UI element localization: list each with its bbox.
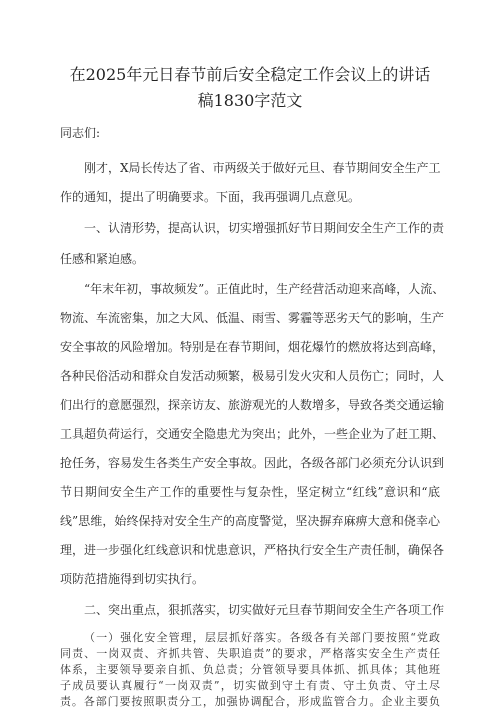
- paragraph-line: 节日期间安全生产工作的重要性与复杂性，坚定树立“红线”意识和“底: [60, 485, 440, 499]
- paragraph-line: （一）强化安全管理，层层抓好落实。各级各有关部门要按照“党政: [84, 631, 440, 644]
- paragraph-line: 安全事故的风险增加。特别是在春节期间，烟花爆竹的燃放将达到高峰，: [60, 340, 445, 354]
- paragraph-line: 责。各部门要按照职责分工，加强协调配合，形成监管合力。企业主要负: [60, 695, 440, 708]
- paragraph-line: 物流、车流密集，加之大风、低温、雨雪、雾霾等恶劣天气的影响，生产: [60, 311, 445, 325]
- paragraph-line: 刚才，X局长传达了省、市两级关于做好元旦、春节期间安全生产工: [84, 161, 441, 175]
- paragraph-line: 同责、一岗双责、齐抓共管、失职追责”的要求，严格落实安全生产责任: [60, 647, 440, 660]
- paragraph-line: 线”思维，始终保持对安全生产的高度警觉，坚决摒弃麻痹大意和侥幸心: [60, 514, 440, 528]
- paragraph-line: 体系，主要领导要亲自抓、负总责；分管领导要具体抓、抓具体；其他班: [60, 663, 440, 676]
- section-heading-line: 任感和紧迫感。: [60, 252, 145, 266]
- paragraph-line: 项防范措施得到切实执行。: [60, 572, 205, 586]
- paragraph-line: 作的通知，提出了明确要求。下面，我再强调几点意见。: [60, 190, 361, 204]
- document-title-line-2: 稿1830字范文: [197, 91, 303, 110]
- paragraph-line: 理，进一步强化红线意识和忧患意识，严格执行安全生产责任制，确保各: [60, 543, 445, 557]
- paragraph-line: “年末年初，事故频发”。正值此时，生产经营活动迎来高峰，人流、: [84, 282, 445, 296]
- paragraph-line: 们出行的意愿强烈，探亲访友、旅游观光的人数增多，导致各类交通运输: [60, 398, 445, 412]
- paragraph-line: 子成员要认真履行“一岗双责”，切实做到守土有责、守土负责、守土尽: [60, 679, 440, 692]
- section-heading-line: 一、认清形势，提高认识，切实增强抓好节日期间安全生产工作的责: [84, 221, 445, 235]
- salutation: 同志们:: [60, 126, 101, 140]
- section-heading-line: 二、突出重点，狠抓落实，切实做好元旦春节期间安全生产各项工作: [84, 603, 445, 617]
- paragraph-line: 抢任务，容易发生各类生产安全事故。因此，各级各部门必须充分认识到: [60, 456, 445, 470]
- document-title-line-1: 在2025年元日春节前后安全稳定工作会议上的讲话: [69, 65, 431, 84]
- paragraph-line: 工具超负荷运行，交通安全隐患尤为突出；此外，一些企业为了赶工期、: [60, 427, 445, 441]
- paragraph-line: 各种民俗活动和群众自发活动频繁，极易引发火灾和人员伤亡；同时，人: [60, 369, 445, 383]
